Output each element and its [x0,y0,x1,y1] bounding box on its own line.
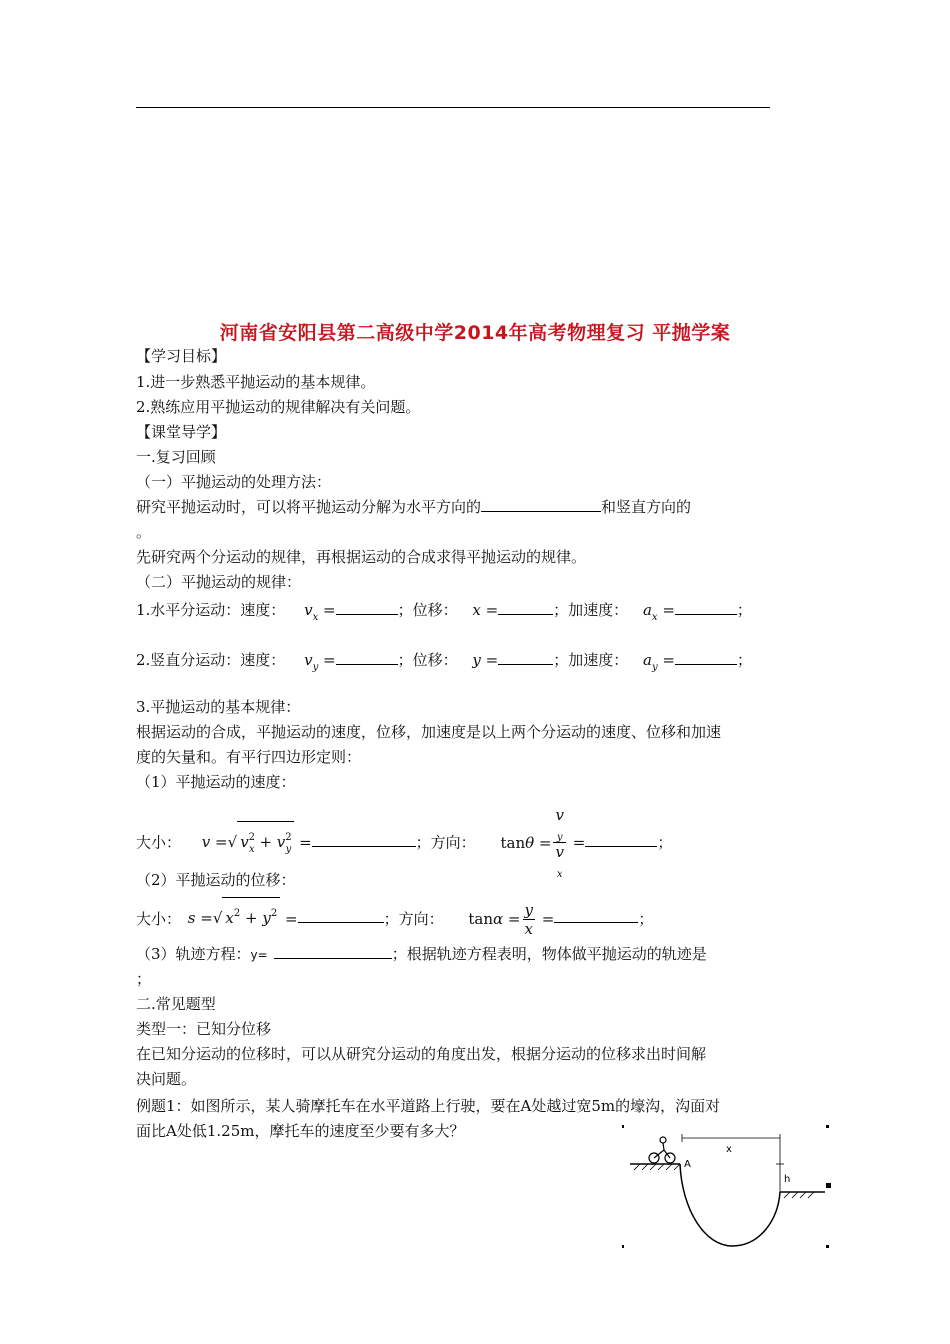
vy-over-vx: v y v x [555,806,564,880]
displacement-formula-line: 大小： s =√ $x^2 + y^2$ = ；方向： tanα = $\frac{y}{x}$ = ； [136,897,653,941]
review-heading: 一.复习回顾 [136,448,216,466]
motorcycle-icon [649,1137,675,1163]
size-label: 大小： [136,910,182,928]
method-text-end: 。 [136,523,152,541]
answer-blank[interactable] [585,832,657,847]
vy-formula: $v_y$ [304,651,319,673]
acc-label: ；加速度： [553,601,629,619]
semicolon: ； [657,833,673,852]
page-title: 河南省安阳县第二高级中学2014年高考物理复习 平抛学案 [219,322,731,344]
y-over-x: $\frac{y}{x}$ [524,900,533,938]
answer-blank[interactable] [675,600,737,615]
left-hatch [634,1164,680,1170]
answer-blank[interactable] [675,650,737,665]
example1-line-2: 面比A处低1.25m，摩托车的速度至少要有多大？ [136,1122,465,1140]
goal-item-2: 2.熟练应用平抛运动的规律解决有关问题。 [136,398,421,416]
vertical-label: 2.竖直分运动：速度： [136,651,286,669]
answer-blank[interactable] [336,650,398,665]
tan-alpha-formula: tanα = [468,910,521,928]
label-h: h [784,1174,791,1185]
y-formula: y [472,651,481,669]
ay-formula: $a_y$ [643,651,658,673]
answer-blank[interactable] [336,600,398,615]
method-heading: （一）平抛运动的处理方法： [136,473,332,491]
ditch-curve [680,1164,780,1246]
size-label: 大小： [136,833,182,852]
disp-label: ；位移： [397,601,458,619]
dir-label: ；方向： [383,910,444,928]
answer-blank[interactable] [498,650,553,665]
method-text-2: 先研究两个分运动的规律，再根据运动的合成求得平抛运动的规律。 [136,548,587,566]
trajectory-text: ；根据轨迹方程表明，物体做平抛运动的轨迹是 [391,945,707,963]
method-text-a: 研究平抛运动时，可以将平抛运动分解为水平方向的 [136,498,482,516]
velocity-heading: （1）平抛运动的速度： [136,773,296,791]
corner-marker [826,1245,829,1248]
corner-marker [622,1245,624,1248]
basic-text-1: 根据运动的合成，平抛运动的速度，位移，加速度是以上两个分运动的速度、位移和加速 [136,723,722,741]
semicolon: ； [638,910,654,928]
example1-line-1: 例题1：如图所示，某人骑摩托车在水平道路上行驶，要在A处越过宽5m的壕沟，沟面对 [136,1097,721,1115]
goal-item-1: 1.进一步熟悉平抛运动的基本规律。 [136,373,376,391]
answer-blank[interactable] [498,600,553,615]
right-hatch [784,1192,814,1198]
answer-blank[interactable] [298,908,384,923]
corner-marker [826,1183,831,1188]
x-formula: x [472,601,481,619]
velocity-formula-line: 大小： v =√ $v^2_x + v^2_y$ = ；方向： tanθ = v y v x = ； [136,806,673,880]
dir-label: ；方向： [415,833,476,852]
guide-heading: 【课堂导学】 [136,423,227,441]
semicolon: ； [736,601,752,619]
v-magnitude-formula: v =√ $v^2_x + v^2_y$ [202,833,295,851]
answer-blank[interactable] [554,908,638,923]
tan-theta-formula: tanθ = [500,833,552,852]
basic-heading: 3.平抛运动的基本规律： [136,698,301,716]
trajectory-line [136,944,707,965]
horizontal-label: 1.水平分运动：速度： [136,601,286,619]
vx-formula: $v_x$ [304,601,319,623]
types-heading: 二.常见题型 [136,995,216,1013]
label-a: A [684,1159,691,1170]
acc-label: ；加速度： [553,651,629,669]
corner-marker [826,1125,829,1128]
corner-marker [622,1125,624,1128]
ditch-figure [620,1120,840,1250]
label-x: x [726,1144,732,1155]
trajectory-label: （3）轨迹方程： [136,945,251,963]
type1-heading: 类型一：已知分位移 [136,1020,272,1038]
answer-blank[interactable] [312,832,416,847]
laws-heading: （二）平抛运动的规律： [136,573,302,591]
vertical-motion-line: 2.竖直分运动：速度： $v_y$ = ；位移： y = ；加速度： $a_y$ = ； [136,651,752,673]
horizontal-motion-line: 1.水平分运动：速度： $v_x$ = ；位移： x = ；加速度： $a_x$ = ； [136,601,752,623]
method-text-b: 和竖直方向的 [601,498,692,516]
trajectory-end: ； [136,970,152,988]
type1-text-2: 决问题。 [136,1070,197,1088]
s-magnitude-formula: s =√ $x^2 + y^2$ [188,909,280,927]
semicolon: ； [736,651,752,669]
traj-y: y= [250,948,268,962]
method-text [136,497,691,517]
answer-blank[interactable] [481,497,601,512]
goals-heading: 【学习目标】 [136,347,227,365]
basic-text-2: 度的矢量和。有平行四边形定则： [136,748,362,766]
answer-blank[interactable] [274,944,392,959]
displacement-heading: （2）平抛运动的位移： [136,871,296,889]
ax-formula: $a_x$ [642,601,658,623]
disp-label: ；位移： [397,651,458,669]
header-rule [136,107,770,108]
type1-text-1: 在已知分运动的位移时，可以从研究分运动的角度出发，根据分运动的位移求出时间解 [136,1045,707,1063]
